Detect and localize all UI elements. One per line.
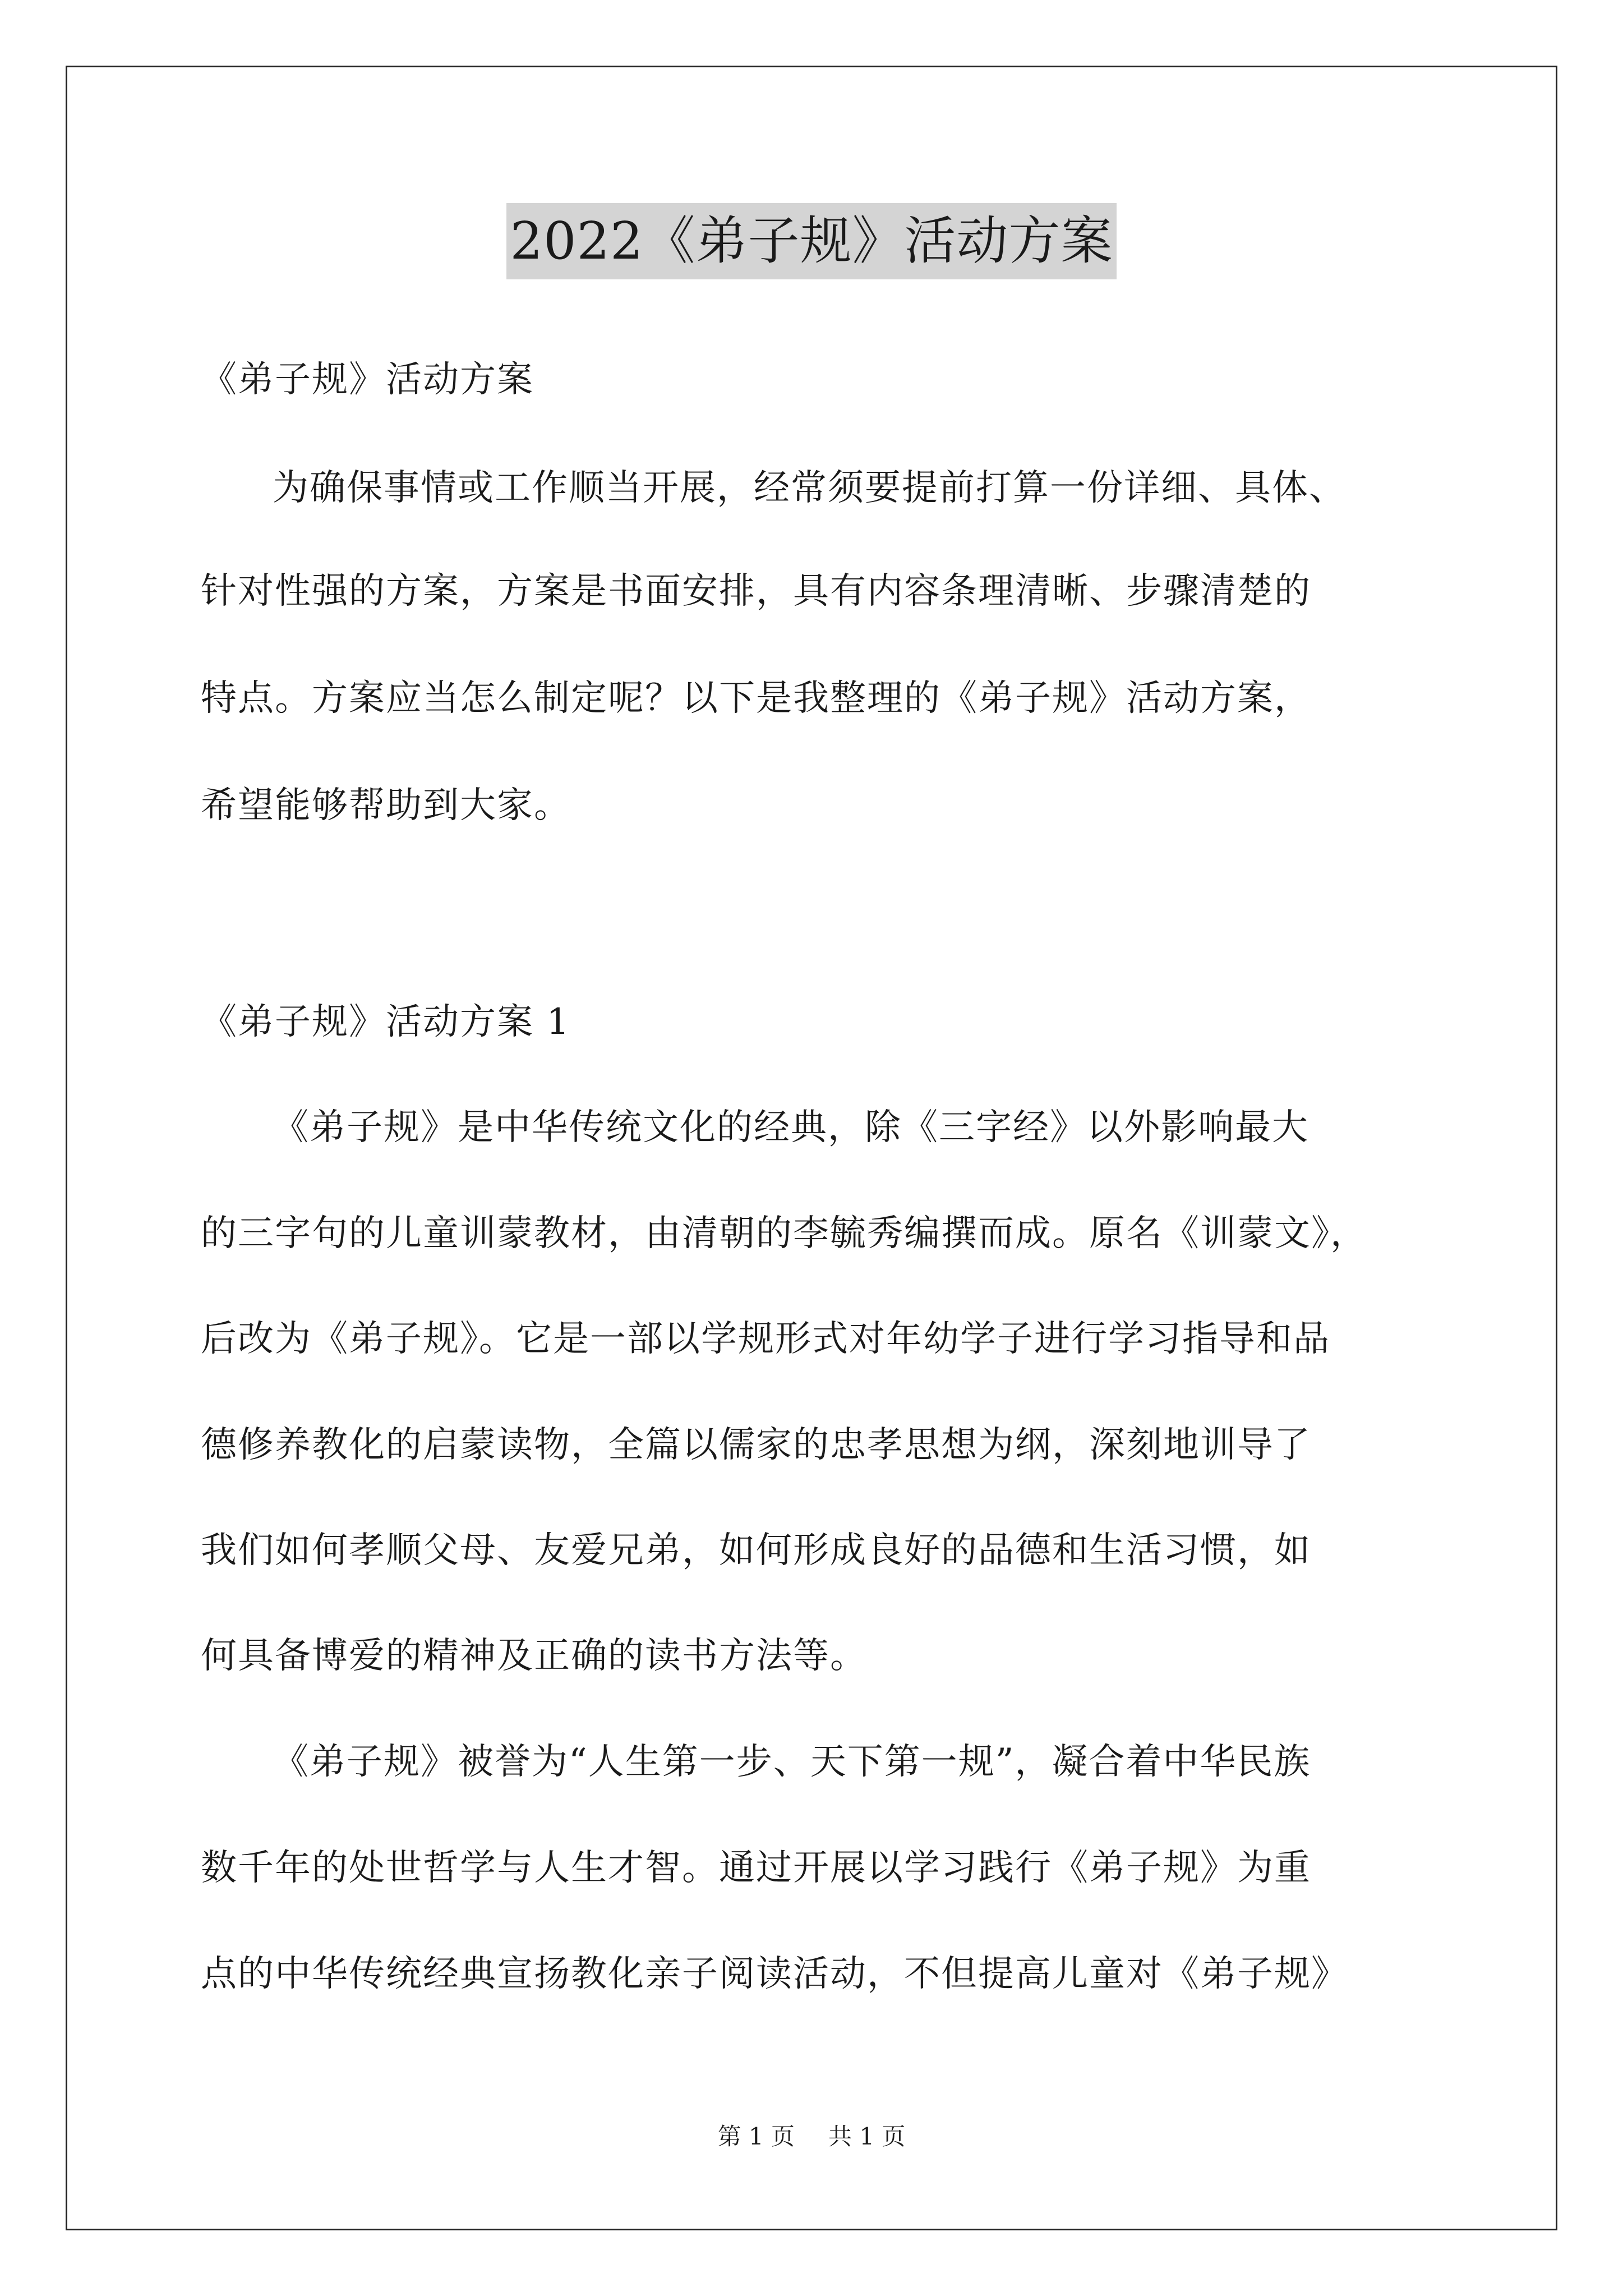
intro-line: 针对性强的方案，方案是书面安排，具有内容条理清晰、步骤清楚的 <box>201 570 1311 612</box>
body-line: 何具备博爱的精神及正确的读书方法等。 <box>201 1635 867 1677</box>
intro-line: 希望能够帮助到大家。 <box>201 785 571 826</box>
body-line: 点的中华传统经典宣扬教化亲子阅读活动，不但提高儿童对《弟子规》 <box>201 1953 1348 1995</box>
document-title: 2022《弟子规》活动方案 <box>506 203 1116 279</box>
body-line: 后改为《弟子规》。它是一部以学规形式对年幼学子进行学习指导和品 <box>201 1318 1330 1360</box>
body-line: 德修养教化的启蒙读物，全篇以儒家的忠孝思想为纲，深刻地训导了 <box>201 1424 1311 1466</box>
body-line: 《弟子规》被誉为“人生第一步、天下第一规”，凝合着中华民族 <box>273 1741 1311 1783</box>
body-line: 数千年的处世哲学与人生才智。通过开展以学习践行《弟子规》为重 <box>201 1847 1311 1889</box>
page-total: 共 1 页 <box>828 2123 906 2150</box>
body-line: 我们如何孝顺父母、友爱兄弟，如何形成良好的品德和生活习惯，如 <box>201 1530 1311 1571</box>
page-number: 第 1 页 <box>717 2123 795 2150</box>
page-footer <box>0 2125 1623 2148</box>
intro-line: 特点。方案应当怎么制定呢？以下是我整理的《弟子规》活动方案， <box>201 678 1311 719</box>
intro-line: 为确保事情或工作顺当开展，经常须要提前打算一份详细、具体、 <box>273 467 1346 509</box>
title-container <box>0 203 1623 279</box>
body-line: 《弟子规》是中华传统文化的经典，除《三字经》以外影响最大 <box>273 1107 1309 1148</box>
body-line: 的三字句的儿童训蒙教材，由清朝的李毓秀编撰而成。原名《训蒙文》， <box>201 1213 1367 1254</box>
subheading: 《弟子规》活动方案 <box>201 359 534 401</box>
section-heading: 《弟子规》活动方案 1 <box>201 1001 571 1043</box>
